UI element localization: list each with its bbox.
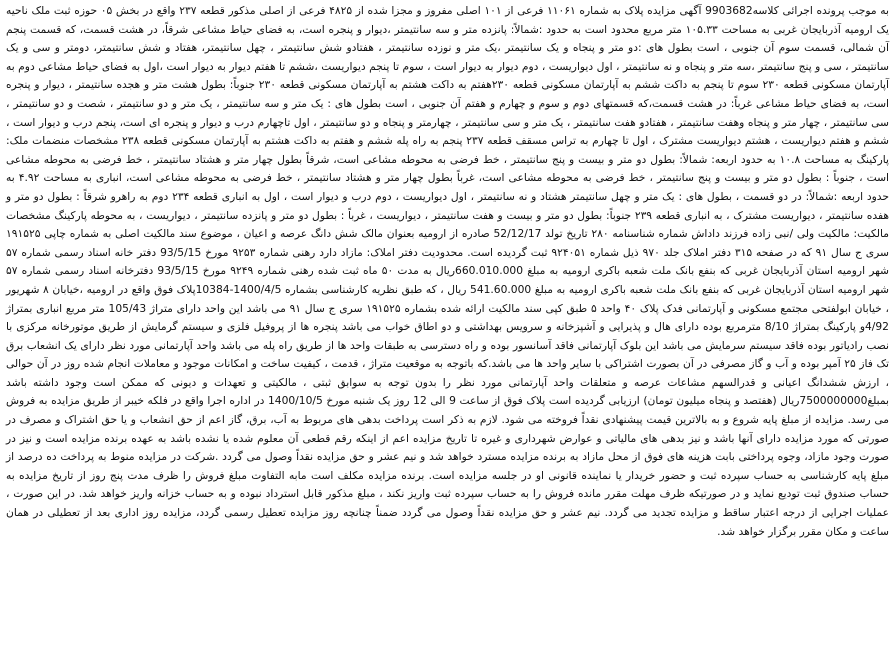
notice-body-text: به موجب پرونده اجرائی کلاسه9903682 آگهی مزایده پلاک به شماره ۱۱۰۶۱ فرعی از ۱۰۱ اصلی مفروز و مجزا شده از ۴۸۲۵ فرعی از اصلی مذکور قطعه ۲۳۷ واقع در بخش ۰۵ حوزه ثبت ملک ناحیه یک ارومیه آذربایجان غربی به مساحت ۱۰۵.۳۳ متر مربع محدود است به حدود :شمالاً: پانزده متر و سه سانتیمتر ،دیوار و پنجره است، به فضای حیاط مشاعی شرقاً، در هشت قسمت، که قسمت پنجم آن شمالی، قسمت سوم آن جنوبی ، است بطول های :دو متر و پنجاه و یک سانتیمتر ،یک متر و نوزده سانتیمتر ، هفتادو شش سانتیمتر ، چهل سانتیمتر، هفتاد و شش سانتیمتر، دومتر و سی و یک سانتیمتر ، سی و پنج سانتیمتر ،سه متر و پنجاه و نه سانتیمتر ، اول دیواریست ، دوم دیوار به دیوار است ، سوم تا پنجم دیواریست ،ششم تا هفتم دیوار به دیوار است ،اول به فضای حیاط مشاعی دوم به آپارتمان مسکونی قطعه ۲۳۰ سوم تا پنجم به داکت ششم به آپارتمان مسکونی قطعه ۲۳۰هفتم به داکت هشتم به آپارتمان مسکونی قطعه ۲۳۰ جنوباً: بطول هشت متر و هجده سانتیمتر ، دیوار و پنجره است، به فضای حیاط مشاعی غرباً: در هشت قسمت،که قسمتهای دوم و سوم و چهارم و هفتم آن جنوبی ، است بطول های : یک متر و سه سانتیمتر ، یک متر و دو سانتیمتر ، شصت و دو سانتیمتر ، سی سانتیمتر ، چهار متر و پنجاه وهفت سانتیمتر ، هفتادو هفت سانتیمتر ، یک متر و سی سانتیمتر ، چهارمتر و پنجاه و دو سانتیمتر ، اول تاچهارم درب و دیوار و پنجره ای است، پنجم درب و دیوار است ، ششم و هفتم دیواریست ، هشتم دیواریست مشترک ، اول تا چهارم به تراس مسقف قطعه ۲۳۷ پنجم به راه پله ششم و هفتم به داکت هشتم به آپارتمان مسکونی قطعه ۲۳۸ مشخصات منضمات ملک: پارکینگ به مساحت ۱۰.۸ به حدود اربعه: شمالاً: بطول دو متر و بیست و پنج سانتیمتر ، خط فرضی به محوطه مشاعی است، شرقاً بطول چهار متر و هشتاد سانتیمتر ، خط فرضی به محوطه مشاعی است ، جنوباً : بطول دو متر و بیست و پنج سانتیمتر ، خط فرضی به محوطه مشاعی است، غرباً بطول چهار متر و هشتاد سانتیمتر ، خط فرضی به محوطه مشاعی است، انباری به مساحت ۴.۹۲ به حدود اربعه :شمالاً: در دو قسمت ، بطول های : یک متر و چهل سانتیمتر هشتاد و نه سانتیمتر ، اول دیواریست ، دوم درب و دیوار است ، اول به انباری قطعه ۲۳۴ دوم به راهرو شرقاً : بطول دو متر و هفده سانتیمتر ، دیواریست مشترک ، به انباری قطعه ۲۳۹ جنوباً: بطول دو متر و بیست و هفت سانتیمتر ، دیواریست ، غرباً : بطول دو متر و پانزده سانتیمتر ، دیواریست ، به محوطه پارکینگ مشخصات مالکیت: مالکیت ولی /نبی زاده فرزند داداش شماره شناسنامه ۲۸۰ تاریخ تولد 52/12/17 صادره از ارومیه بعنوان مالک شش دانگ عرصه و اعیان ، موضوع سند مالکیت اصلی به شماره چاپی ۱۹۱۵۲۵ سری ج سال ۹۱ که در صفحه ۳۱۵ دفتر املاک جلد ۹۷۰ ذیل شماره ۹۲۴۰۵۱ ثبت گردیده است. محدودیت دفتر املاک: مازاد دارد رهنی شماره ۹۲۵۳ مورخ 93/5/15 دفتر خانه اسناد رسمی شماره ۵۷ شهر ارومیه استان آذربایجان غربی که بنفع بانک ملت شعبه باکری ارومیه به مبلغ 660.010.000ریال به مدت ۵۰ ماه ثبت شده رهنی شماره ۹۲۴۹ مورخ 93/5/15 دفترخانه اسناد رسمی شماره ۵۷ شهر ارومیه استان آذربایجان غربی که بنفع بانک ملت شعبه باکری ارومیه به مبلغ 541.60.000 ریال ، که طبق نظریه کارشناسی بشماره 1400/4/5-10384پلاک فوق واقع در ارومیه ،خیابان ۸ شهریور ، خیابان ابولفتحی مجتمع مسکونی و آپارتمانی فدک پلاک ۴۰ واحد ۵ طبق کپی سند مالکیت ارائه شده بشماره ۱۹۱۵۲۵ سری ج سال ۹۱ می باشد این واحد دارای متراژ 105/43 متر مربع انباری بمتراژ 4/92و پارکینگ بمتراژ 8/10 مترمربع بوده دارای هال و پذیرایی و آشپزخانه و سرویس بهداشتی و دو اطاق خواب می باشد پنجره ها از پروفیل فلزی و سیستم گرمایش از طریق موتورخانه مرکزی با نصب رادیاتور بوده فاقد سیستم سرمایش می باشد این بلوک آپارتمانی فاقد آسانسور بوده و راه دسترسی به طبقات واحد ها از طریق راه پله می باشد واحد آپارتمانی مورد نظر دارای یک انشعاب برق تک فاز ۲۵ آمپر بوده و آب و گاز مصرفی در آن بصورت اشتراکی با سایر واحد ها می باشد.که باتوجه به موقعیت متراژ ، قدمت ، کیفیت ساخت و امکانات موجود و معاملات انجام شده روز در آن حوالی ، ارزش ششدانگ اعیانی و قدرالسهم مشاعات عرصه و متعلقات واحد آپارتمانی مورد نظر را بدون توجه به سوابق ثبتی ، مالکیتی و تعهدات و دیونی که ممکن است وجود داشته باشد بمبلغ7500000000ریال (هفتصد و پنجاه میلیون تومان) ارزیابی گردیده است پلاک فوق از ساعت 9 الی 12 روز یک شنبه مورخ 1400/10/5 در اداره اجرا واقع در فلکه خیبر از طریق مزایده به فروش می رسد. مزایده از مبلغ پایه شروع و به بالاترین قیمت پیشنهادی نقداً فروخته می شود. لازم به ذکر است پرداخت بدهی های مربوط به آب، برق، گاز اعم از حق انشعاب و یا حق اشتراک و مصرف در صورتی که مورد مزایده دارای آنها باشد و نیز بدهی های مالیاتی و عوارض شهرداری و غیره تا تاریخ مزایده اعم از اینکه رقم قطعی آن معلوم شده یا نشده باشد به عهده برنده مزایده است و نیز در صورت وجود مازاد، وجوه پرداختی بابت هزینه های فوق از محل مازاد به برنده مزایده مسترد خواهد شد و نیم عشر و حق مزایده نقداً وصول می گردد .شرکت در مزایده منوط به پرداخت ده درصد از مبلغ پایه کارشناسی به حساب سپرده ثبت و حضور خریدار یا نماینده قانونی او در جلسه مزایده است. برنده مزایده مکلف است مابه التفاوت مبلغ فروش را ظرف مدت پنج روز از تاریخ مزایده به حساب صندوق ثبت تودیع نماید و در صورتیکه ظرف مهلت مقرر مانده فروش را به حساب سپرده ثبت واریز نکند ، مبلغ مذکور قابل استرداد نبوده و به حساب خزانه واریز خواهد شد. در این صورت ، عملیات اجرایی از درجه اعتبار ساقط و مزایده تجدید می گردد. نیم عشر و حق مزایده نقداً وصول می گردد ضمناً چنانچه روز مزایده تعطیل رسمی گردد، مزایده روز اداری بعد از تعطیلی در همان ساعت و مکان مقرر برگزار خواهد شد. <box>6 4 890 538</box>
